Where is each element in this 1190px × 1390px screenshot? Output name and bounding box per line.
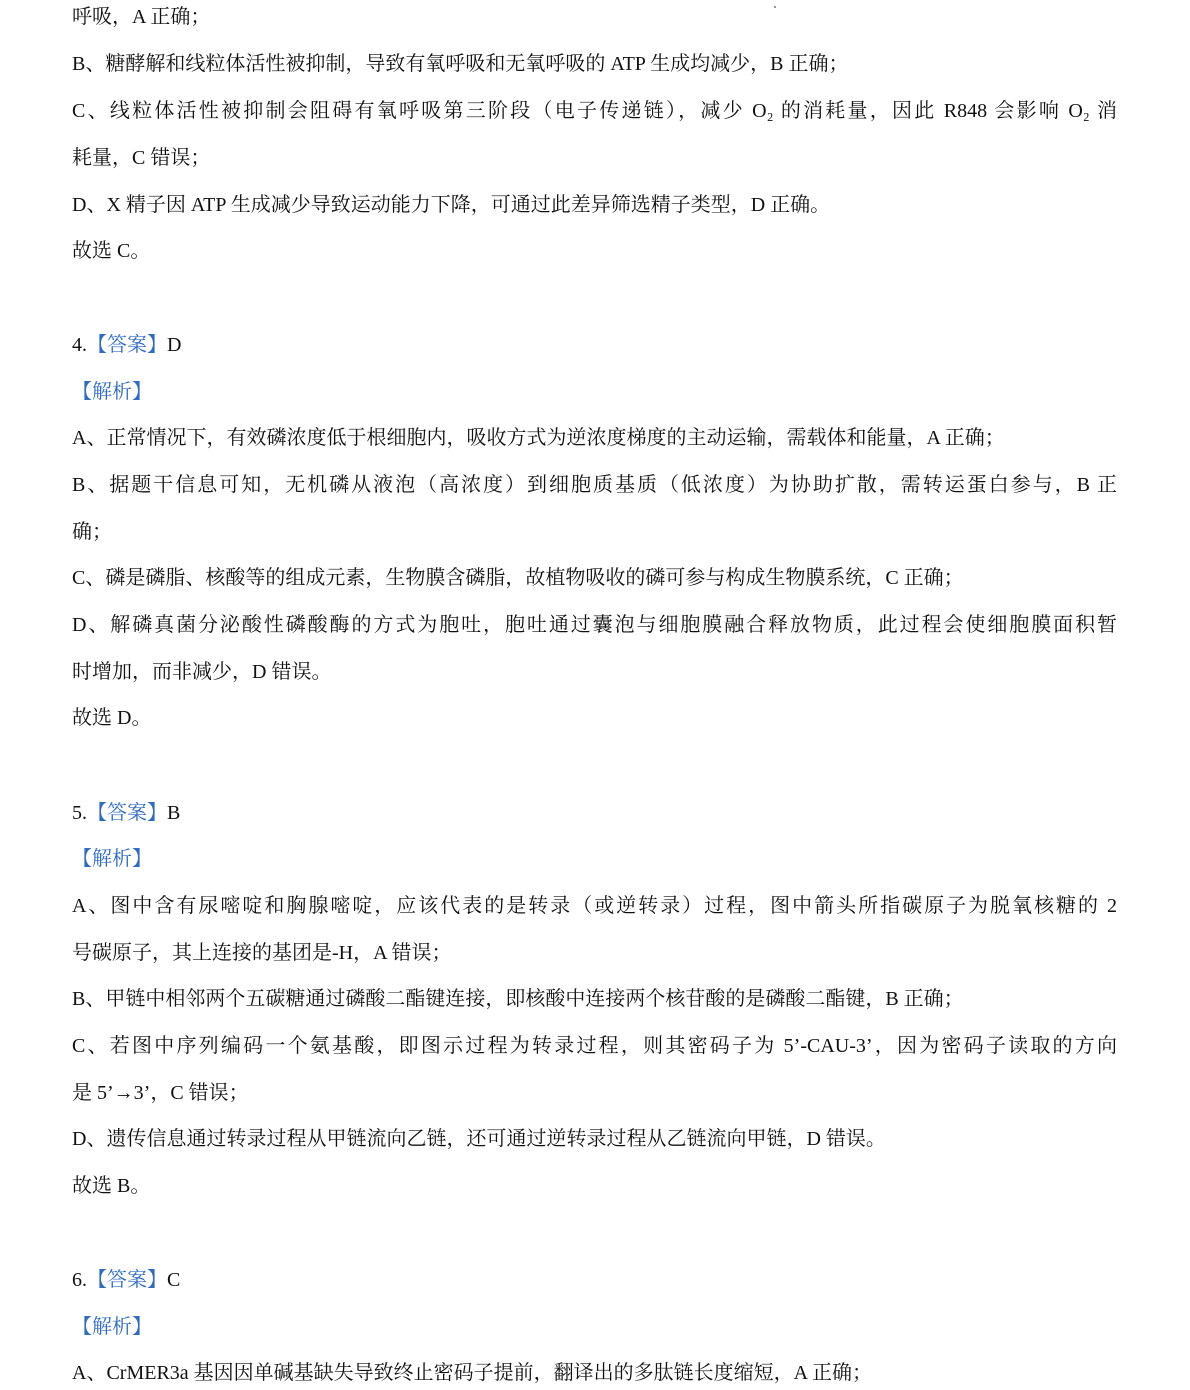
q6-number: 6. — [72, 1269, 87, 1291]
answer-label: 【答案】 — [87, 1269, 167, 1291]
q3-line: 呼吸，A 正确； — [72, 6, 211, 28]
q4-line: 确； — [72, 521, 112, 543]
q3-conclusion: 故选 C。 — [72, 240, 151, 262]
analysis-label: 【解析】 — [72, 381, 152, 403]
q4-line: D、解磷真菌分泌酸性磷酸酶的方式为胞吐，胞吐通过囊泡与细胞膜融合释放物质，此过程会使细胞膜面积暂 — [72, 614, 1117, 636]
q3-line: B、糖酵解和线粒体活性被抑制，导致有氧呼吸和无氧呼吸的 ATP 生成均减少，B 正确； — [72, 53, 849, 75]
q3-line: D、X 精子因 ATP 生成减少导致运动能力下降，可通过此差异筛选精子类型，D 正确。 — [72, 194, 831, 216]
q6-answer-heading — [72, 1268, 180, 1292]
q4-conclusion: 故选 D。 — [72, 707, 152, 729]
q5-line: D、遗传信息通过转录过程从甲链流向乙链，还可通过逆转录过程从乙链流向甲链，D 错误。 — [72, 1128, 886, 1150]
scan-speck — [774, 6, 776, 8]
q5-line: A、图中含有尿嘧啶和胸腺嘧啶，应该代表的是转录（或逆转录）过程，图中箭头所指碳原子为脱氧核糖的 2 — [72, 895, 1117, 917]
q4-line: 时增加，而非减少，D 错误。 — [72, 661, 332, 683]
q5-answer: B — [167, 802, 181, 824]
q4-line: A、正常情况下，有效磷浓度低于根细胞内，吸收方式为逆浓度梯度的主动运输，需载体和能量，A 正确； — [72, 427, 1005, 449]
answer-label: 【答案】 — [87, 334, 167, 356]
q5-line: B、甲链中相邻两个五碳糖通过磷酸二酯键连接，即核酸中连接两个核苷酸的是磷酸二酯键，B 正确； — [72, 988, 964, 1010]
analysis-label: 【解析】 — [72, 1316, 152, 1338]
analysis-label: 【解析】 — [72, 848, 152, 870]
q6-line: A、CrMER3a 基因因单碱基缺失导致终止密码子提前，翻译出的多肽链长度缩短，A 正确； — [72, 1362, 872, 1384]
q6-answer: C — [167, 1269, 181, 1291]
q3-line: C、线粒体活性被抑制会阻碍有氧呼吸第三阶段（电子传递链），减少 O₂ 的消耗量，因此 R848 会影响 O₂ 消 — [72, 100, 1117, 122]
q4-answer-heading — [72, 333, 181, 357]
q4-line: B、据题干信息可知，无机磷从液泡（高浓度）到细胞质基质（低浓度）为协助扩散，需转运蛋白参与，B 正 — [72, 474, 1117, 496]
q5-conclusion: 故选 B。 — [72, 1175, 151, 1197]
q5-answer-heading — [72, 801, 180, 825]
q5-line: 是 5’→3’，C 错误； — [72, 1082, 249, 1104]
answer-label: 【答案】 — [87, 802, 167, 824]
q5-line: C、若图中序列编码一个氨基酸，即图示过程为转录过程，则其密码子为 5’-CAU-3’，因为密码子读取的方向 — [72, 1035, 1117, 1057]
q5-line: 号碳原子，其上连接的基团是-H，A 错误； — [72, 942, 452, 964]
q3-line: 耗量，C 错误； — [72, 147, 211, 169]
q4-number: 4. — [72, 334, 87, 356]
q4-answer: D — [167, 334, 182, 356]
q4-line: C、磷是磷脂、核酸等的组成元素，生物膜含磷脂，故植物吸收的磷可参与构成生物膜系统，C 正确； — [72, 567, 964, 589]
q5-number: 5. — [72, 802, 87, 824]
